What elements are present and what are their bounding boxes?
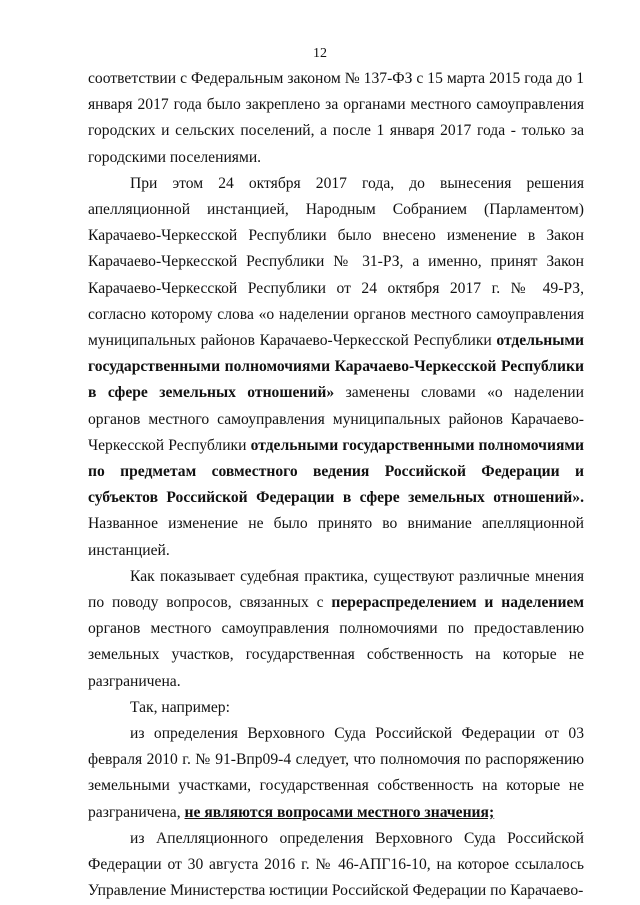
text-run: Названное изменение не было принято во внимание апелляционной инстанцией. [88, 515, 584, 559]
text-run: из Апелляционного определения Верховного Суда Российской Федерации от 30 августа 2016 г. № 46-АПГ16-10, на которое ссылалось Управление Министерства юстиции Российской Федерации по Карачаево- [88, 829, 584, 900]
text-run: При этом 24 октября 2017 года, до вынесения решения апелляционной инстанцией, Народным Собранием (Парламентом) Карачаево-Черкесской Республики было внесено изменение в Закон Карачаево-Черкесской Республики № 31-РЗ, а именно, принят Закон Карачаево-Черкесской Республики от 24 октября 2017 г. № 49-РЗ, согласно которому слова «о наделении органов местного самоуправления муниципальных районов Карачаево-Черкесской Республики [88, 174, 584, 350]
bold-text-run: перераспределением и наделением [331, 594, 584, 612]
text-run: соответствии с Федеральным законом № 137-ФЗ с 15 марта 2015 года до 1 января 2017 года было закреплено за органами местного самоуправления городских и сельских поселений, а после 1 января 2017 года - только за городскими поселениями. [88, 70, 584, 166]
bold-text-run: отдельными государственными полномочиями по предметам совместного ведения Российской Федерации и субъектов Российской Федерации в сфере земельных отношений». [88, 436, 584, 507]
paragraph-5 [88, 721, 584, 826]
text-run: органов местного самоуправления полномочиями по предоставлению земельных участков, государственная собственность на которые не разграничена. [88, 620, 584, 690]
text-run: Так, например: [130, 698, 230, 716]
paragraph-4 [88, 695, 584, 721]
text-run: заменены словами «о наделении органов местного самоуправления муниципальных районов Карачаево-Черкесской Республики [88, 384, 584, 454]
paragraph-1 [88, 66, 584, 171]
paragraph-6 [88, 826, 584, 905]
paragraph-3 [88, 564, 584, 695]
bold-text-run: отдельными государственными полномочиями Карачаево-Черкесской Республики в сфере земельных отношений» [88, 332, 584, 402]
text-run: Как показывает судебная практика, существуют различные мнения по поводу вопросов, связанных с [88, 567, 584, 612]
bold-underlined-text-run: не являются вопросами местного значения; [184, 803, 495, 821]
text-run: из определения Верховного Суда Российской Федерации от 03 февраля 2010 г. № 91-Впр09-4 следует, что полномочия по распоряжению земельными участками, государственная собственность на которые не разграничена, [88, 725, 584, 821]
document-body [88, 66, 584, 905]
paragraph-2 [88, 171, 584, 564]
page-number: 12 [313, 46, 327, 61]
